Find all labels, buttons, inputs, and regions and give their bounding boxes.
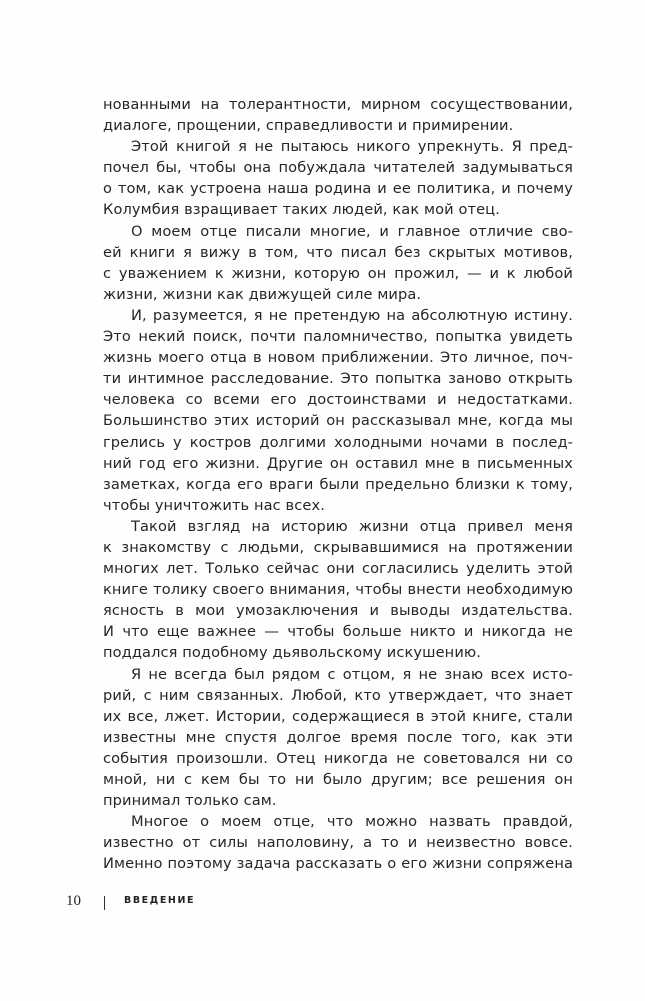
- text-line: жизнь моего отца в новом приближении. Это личное, поч-: [103, 349, 573, 367]
- text-line: Этой книгой я не пытаюсь никого упрекнуть. Я пред-: [131, 138, 573, 156]
- text-line: их все, лжет. Истории, содержащиеся в этой книге, стали: [103, 707, 573, 725]
- text-line: ясность в мои умозаключения и выводы издательства.: [103, 602, 573, 620]
- text-line: Такой взгляд на историю жизни отца привел меня: [131, 517, 573, 535]
- text-line: известны мне спустя долгое время после того, как эти: [103, 728, 573, 746]
- text-line: заметках, когда его враги были предельно близки к тому,: [103, 475, 573, 493]
- text-line: известно от силы наполовину, а то и неизвестно вовсе.: [103, 834, 573, 852]
- text-line: человека со всеми его достоинствами и недостатками.: [103, 391, 573, 409]
- text-line: к знакомству с людьми, скрывавшимися на протяжении: [103, 538, 573, 556]
- text-line: ний год его жизни. Другие он оставил мне в письменных: [103, 454, 573, 472]
- text-line: поддался подобному дьявольскому искушению.: [103, 644, 482, 662]
- text-line: Многое о моем отце, что можно назвать правдой,: [131, 813, 573, 831]
- text-line: И что еще важнее — чтобы больше никто и никогда не: [103, 623, 573, 641]
- body-text: [103, 94, 573, 874]
- text-line: рий, с ним связанных. Любой, кто утверждает, что знает: [103, 686, 573, 704]
- text-line: события произошли. Отец никогда не советовался ни со: [103, 749, 573, 767]
- text-line: с уважением к жизни, которую он прожил, — и к любой: [103, 264, 573, 282]
- text-line: Именно поэтому задача рассказать о его жизни сопряжена: [103, 855, 573, 873]
- text-line: ти интимное расследование. Это попытка заново открыть: [103, 370, 573, 388]
- text-line: Колумбия взращивает таких людей, как мой отец.: [103, 201, 500, 219]
- running-head-section: ВВЕДЕНИЕ: [124, 895, 196, 906]
- text-line: о том, как устроена наша родина и ее политика, и почему: [103, 180, 573, 198]
- text-line: принимал только сам.: [103, 792, 277, 810]
- text-line: Это некий поиск, почти паломничество, попытка увидеть: [103, 328, 573, 346]
- text-line: ей книги я вижу в том, что писал без скрытых мотивов,: [103, 243, 573, 261]
- page-number: 10: [66, 893, 81, 909]
- text-line: чтобы уничтожить нас всех.: [103, 496, 325, 514]
- page-footer: [0, 893, 645, 913]
- text-line: нованными на толерантности, мирном сосуществовании,: [103, 96, 573, 113]
- text-line: жизни, жизни как движущей силе мира.: [103, 285, 422, 303]
- text-line: грелись у костров долгими холодными ночами в послед-: [103, 433, 573, 451]
- text-line: Большинство этих историй он рассказывал мне, когда мы: [103, 412, 573, 430]
- text-line: книге толику своего внимания, чтобы внести необходимую: [103, 581, 573, 599]
- text-line: диалоге, прощении, справедливости и примирении.: [103, 117, 514, 135]
- text-line: Я не всегда был рядом с отцом, я не знаю всех исто-: [131, 665, 573, 683]
- footer-separator: [104, 896, 105, 910]
- text-line: И, разумеется, я не претендую на абсолютную истину.: [131, 306, 573, 324]
- text-line: мной, ни с кем бы то ни было другим; все решения он: [103, 771, 573, 788]
- text-line: почел бы, чтобы она побуждала читателей задумываться: [103, 159, 573, 177]
- text-line: многих лет. Только сейчас они согласились уделить этой: [103, 560, 573, 578]
- text-line: О моем отце писали многие, и главное отличие сво-: [131, 222, 573, 240]
